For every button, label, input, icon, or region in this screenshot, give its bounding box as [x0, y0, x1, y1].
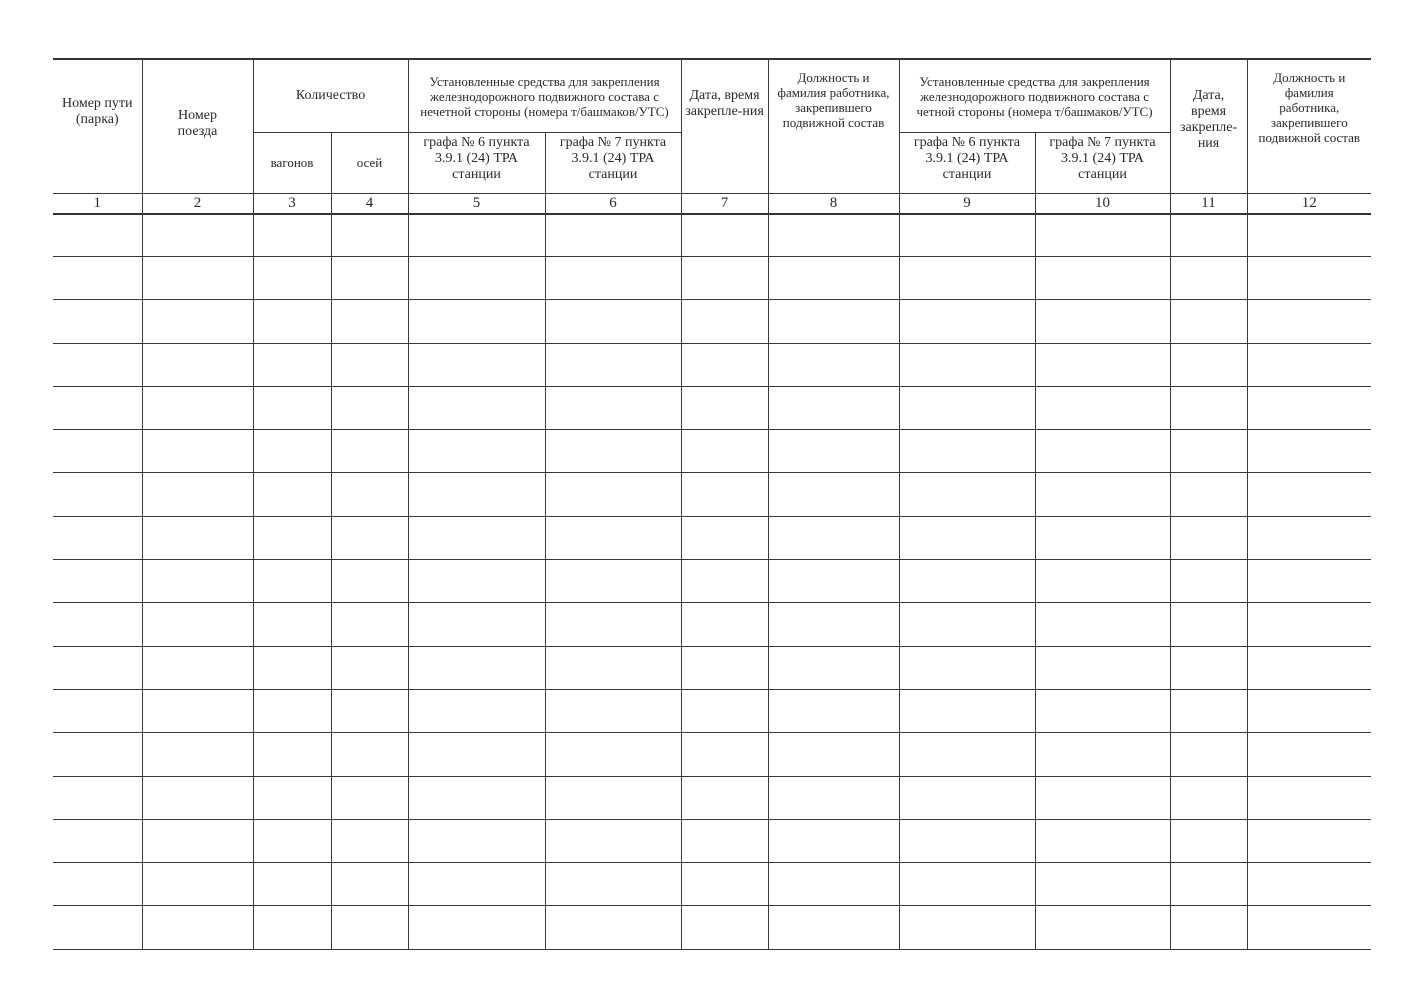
table-row — [53, 214, 1371, 257]
table-cell[interactable] — [681, 343, 768, 386]
table-cell[interactable] — [545, 560, 681, 603]
table-cell[interactable] — [1035, 214, 1170, 257]
table-cell[interactable] — [545, 603, 681, 646]
table-cell[interactable] — [681, 863, 768, 906]
table-cell[interactable] — [545, 343, 681, 386]
table-cell[interactable] — [545, 473, 681, 516]
table-cell[interactable] — [331, 776, 408, 819]
column-number: 1 — [53, 194, 142, 215]
table-cell[interactable] — [253, 300, 331, 343]
table-cell[interactable] — [545, 214, 681, 257]
table-cell[interactable] — [1035, 257, 1170, 300]
table-cell[interactable] — [545, 516, 681, 559]
header-even-graph7: графа № 7 пункта 3.9.1 (24) ТРА станции — [1035, 133, 1170, 194]
table-cell[interactable] — [681, 516, 768, 559]
table-cell[interactable] — [768, 343, 899, 386]
table-cell[interactable] — [53, 343, 142, 386]
table-cell[interactable] — [53, 733, 142, 776]
column-number: 10 — [1035, 194, 1170, 215]
table-cell[interactable] — [142, 300, 253, 343]
table-row — [53, 689, 1371, 732]
table-cell[interactable] — [142, 646, 253, 689]
table-cell[interactable] — [768, 646, 899, 689]
table-cell[interactable] — [1247, 863, 1371, 906]
log-entries — [53, 214, 1371, 949]
table-cell[interactable] — [1170, 906, 1247, 949]
table-cell[interactable] — [1035, 430, 1170, 473]
table-cell[interactable] — [899, 257, 1035, 300]
table-cell[interactable] — [1035, 689, 1170, 732]
column-number: 6 — [545, 194, 681, 215]
table-cell[interactable] — [408, 819, 545, 862]
table-cell[interactable] — [408, 257, 545, 300]
table-cell[interactable] — [1247, 646, 1371, 689]
table-cell[interactable] — [408, 300, 545, 343]
table-cell[interactable] — [681, 430, 768, 473]
table-cell[interactable] — [545, 689, 681, 732]
table-row — [53, 819, 1371, 862]
table-cell[interactable] — [681, 300, 768, 343]
table-cell[interactable] — [768, 733, 899, 776]
table-cell[interactable] — [408, 906, 545, 949]
table-cell[interactable] — [545, 863, 681, 906]
table-cell[interactable] — [142, 386, 253, 429]
table-cell[interactable] — [1035, 819, 1170, 862]
table-cell[interactable] — [545, 386, 681, 429]
table-cell[interactable] — [53, 300, 142, 343]
table-cell[interactable] — [53, 863, 142, 906]
table-cell[interactable] — [142, 733, 253, 776]
table-cell[interactable] — [768, 473, 899, 516]
table-cell[interactable] — [331, 516, 408, 559]
table-cell[interactable] — [899, 819, 1035, 862]
table-cell[interactable] — [53, 516, 142, 559]
table-cell[interactable] — [142, 473, 253, 516]
table-cell[interactable] — [545, 300, 681, 343]
table-cell[interactable] — [1170, 214, 1247, 257]
table-cell[interactable] — [768, 430, 899, 473]
table-cell[interactable] — [1247, 689, 1371, 732]
table-cell[interactable] — [768, 689, 899, 732]
header-odd-graph6: графа № 6 пункта 3.9.1 (24) ТРА станции — [408, 133, 545, 194]
table-cell[interactable] — [1247, 300, 1371, 343]
table-cell[interactable] — [1247, 516, 1371, 559]
table-cell[interactable] — [142, 343, 253, 386]
table-row — [53, 776, 1371, 819]
table-cell[interactable] — [1247, 603, 1371, 646]
table-row — [53, 560, 1371, 603]
table-cell[interactable] — [899, 343, 1035, 386]
table-cell[interactable] — [1247, 257, 1371, 300]
table-row — [53, 343, 1371, 386]
table-cell[interactable] — [1247, 430, 1371, 473]
table-cell[interactable] — [681, 386, 768, 429]
table-row — [53, 603, 1371, 646]
header-axles: осей — [331, 133, 408, 194]
table-cell[interactable] — [681, 646, 768, 689]
table-cell[interactable] — [768, 300, 899, 343]
table-cell[interactable] — [768, 603, 899, 646]
table-cell[interactable] — [253, 776, 331, 819]
table-cell[interactable] — [408, 473, 545, 516]
table-cell[interactable] — [1247, 473, 1371, 516]
table-cell[interactable] — [1170, 516, 1247, 559]
table-cell[interactable] — [1247, 560, 1371, 603]
table-cell[interactable] — [253, 430, 331, 473]
column-number: 3 — [253, 194, 331, 215]
table-cell[interactable] — [899, 430, 1035, 473]
table-cell[interactable] — [331, 300, 408, 343]
table-cell[interactable] — [681, 733, 768, 776]
table-cell[interactable] — [545, 646, 681, 689]
table-cell[interactable] — [53, 603, 142, 646]
table-cell[interactable] — [1170, 603, 1247, 646]
table-cell[interactable] — [253, 560, 331, 603]
header-train-number: Номер поезда — [142, 59, 253, 194]
table-cell[interactable] — [331, 430, 408, 473]
table-cell[interactable] — [1247, 733, 1371, 776]
table-cell[interactable] — [545, 430, 681, 473]
table-cell[interactable] — [408, 646, 545, 689]
header-even-graph6: графа № 6 пункта 3.9.1 (24) ТРА станции — [899, 133, 1035, 194]
table-cell[interactable] — [53, 430, 142, 473]
table-cell[interactable] — [331, 214, 408, 257]
table-cell[interactable] — [1170, 689, 1247, 732]
table-cell[interactable] — [1247, 819, 1371, 862]
header-even-side-means: Установленные средства для закрепления железнодорожного подвижного состава с четной стороны (номера т/башмаков/УТС) — [899, 59, 1170, 133]
table-cell[interactable] — [768, 560, 899, 603]
table-cell[interactable] — [899, 214, 1035, 257]
table-cell[interactable] — [53, 906, 142, 949]
table-cell[interactable] — [53, 560, 142, 603]
table-cell[interactable] — [331, 603, 408, 646]
table-cell[interactable] — [681, 819, 768, 862]
column-number: 2 — [142, 194, 253, 215]
table-cell[interactable] — [1247, 776, 1371, 819]
table-cell[interactable] — [253, 214, 331, 257]
column-number: 7 — [681, 194, 768, 215]
column-number-row — [53, 194, 1371, 215]
table-cell[interactable] — [253, 646, 331, 689]
column-number: 8 — [768, 194, 899, 215]
table-cell[interactable] — [1035, 733, 1170, 776]
table-cell[interactable] — [681, 257, 768, 300]
table-row — [53, 473, 1371, 516]
table-cell[interactable] — [768, 906, 899, 949]
table-cell[interactable] — [899, 300, 1035, 343]
table-cell[interactable] — [899, 906, 1035, 949]
table-cell[interactable] — [142, 863, 253, 906]
table-row — [53, 516, 1371, 559]
table-cell[interactable] — [681, 689, 768, 732]
table-cell[interactable] — [899, 776, 1035, 819]
table-cell[interactable] — [899, 473, 1035, 516]
table-cell[interactable] — [408, 516, 545, 559]
table-cell[interactable] — [1035, 603, 1170, 646]
table-cell[interactable] — [53, 386, 142, 429]
header-quantity: Количество — [253, 59, 408, 133]
table-cell[interactable] — [899, 863, 1035, 906]
header-odd-side-means: Установленные средства для закрепления железнодорожного подвижного состава с нечетной стороны (номера т/башмаков/УТС) — [408, 59, 681, 133]
column-number: 4 — [331, 194, 408, 215]
table-cell[interactable] — [331, 819, 408, 862]
table-cell[interactable] — [142, 776, 253, 819]
column-number: 9 — [899, 194, 1035, 215]
column-number: 5 — [408, 194, 545, 215]
table-cell[interactable] — [331, 906, 408, 949]
table-cell[interactable] — [1247, 214, 1371, 257]
table-cell[interactable] — [253, 343, 331, 386]
table-row — [53, 300, 1371, 343]
table-cell[interactable] — [331, 386, 408, 429]
table-cell[interactable] — [681, 906, 768, 949]
table-cell[interactable] — [1035, 646, 1170, 689]
table-cell[interactable] — [1170, 819, 1247, 862]
table-cell[interactable] — [53, 257, 142, 300]
table-cell[interactable] — [142, 257, 253, 300]
table-cell[interactable] — [331, 560, 408, 603]
table-cell[interactable] — [408, 863, 545, 906]
table-cell[interactable] — [1035, 863, 1170, 906]
table-cell[interactable] — [253, 386, 331, 429]
table-cell[interactable] — [1035, 300, 1170, 343]
table-row — [53, 906, 1371, 949]
table-cell[interactable] — [408, 386, 545, 429]
table-cell[interactable] — [899, 516, 1035, 559]
table-cell[interactable] — [1035, 560, 1170, 603]
table-cell[interactable] — [768, 214, 899, 257]
table-cell[interactable] — [681, 473, 768, 516]
table-cell[interactable] — [1170, 560, 1247, 603]
table-cell[interactable] — [768, 863, 899, 906]
table-cell[interactable] — [331, 733, 408, 776]
table-cell[interactable] — [1170, 776, 1247, 819]
table-cell[interactable] — [545, 819, 681, 862]
table-cell[interactable] — [408, 689, 545, 732]
table-cell[interactable] — [1035, 776, 1170, 819]
table-row — [53, 257, 1371, 300]
table-cell[interactable] — [1170, 430, 1247, 473]
table-cell[interactable] — [681, 560, 768, 603]
header-odd-worker: Должность и фамилия работника, закрепившего подвижной состав — [768, 59, 899, 194]
table-cell[interactable] — [1035, 516, 1170, 559]
table-cell[interactable] — [53, 473, 142, 516]
table-cell[interactable] — [253, 733, 331, 776]
table-row — [53, 733, 1371, 776]
table-cell[interactable] — [545, 776, 681, 819]
table-cell[interactable] — [408, 603, 545, 646]
table-cell[interactable] — [53, 776, 142, 819]
table-cell[interactable] — [408, 733, 545, 776]
table-cell[interactable] — [408, 430, 545, 473]
table-cell[interactable] — [1035, 473, 1170, 516]
table-cell[interactable] — [1247, 906, 1371, 949]
table-cell[interactable] — [142, 819, 253, 862]
table-cell[interactable] — [1035, 386, 1170, 429]
table-cell[interactable] — [142, 906, 253, 949]
table-row — [53, 430, 1371, 473]
table-cell[interactable] — [142, 560, 253, 603]
table-cell[interactable] — [253, 473, 331, 516]
table-cell[interactable] — [408, 214, 545, 257]
table-cell[interactable] — [331, 863, 408, 906]
column-number: 12 — [1247, 194, 1371, 215]
table-cell[interactable] — [768, 516, 899, 559]
table-cell[interactable] — [545, 733, 681, 776]
table-cell[interactable] — [253, 257, 331, 300]
table-cell[interactable] — [899, 560, 1035, 603]
column-number: 11 — [1170, 194, 1247, 215]
table-cell[interactable] — [253, 689, 331, 732]
table-cell[interactable] — [408, 776, 545, 819]
table-cell[interactable] — [1170, 300, 1247, 343]
table-cell[interactable] — [1247, 343, 1371, 386]
header-odd-datetime: Дата, время закрепле-ния — [681, 59, 768, 194]
table-cell[interactable] — [142, 516, 253, 559]
table-cell[interactable] — [331, 257, 408, 300]
table-cell[interactable] — [253, 863, 331, 906]
table-cell[interactable] — [1170, 343, 1247, 386]
table-cell[interactable] — [899, 386, 1035, 429]
table-cell[interactable] — [899, 733, 1035, 776]
table-cell[interactable] — [768, 819, 899, 862]
table-cell[interactable] — [681, 776, 768, 819]
table-cell[interactable] — [253, 603, 331, 646]
header-even-worker: Должность и фамилия работника, закрепившего подвижной состав — [1247, 59, 1371, 194]
shoe-securing-log-table — [53, 58, 1371, 950]
table-cell[interactable] — [253, 819, 331, 862]
table-cell[interactable] — [1170, 646, 1247, 689]
table-cell[interactable] — [142, 430, 253, 473]
table-cell[interactable] — [1170, 473, 1247, 516]
table-row — [53, 646, 1371, 689]
table-cell[interactable] — [331, 646, 408, 689]
table-cell[interactable] — [1035, 906, 1170, 949]
table-cell[interactable] — [142, 214, 253, 257]
header-odd-graph7: графа № 7 пункта 3.9.1 (24) ТРА станции — [545, 133, 681, 194]
table-cell[interactable] — [899, 646, 1035, 689]
table-cell[interactable] — [408, 343, 545, 386]
header-track-number: Номер пути (парка) — [53, 59, 142, 194]
header-even-datetime: Дата, время закрепле-ния — [1170, 59, 1247, 194]
table-cell[interactable] — [331, 473, 408, 516]
table-cell[interactable] — [1170, 863, 1247, 906]
table-row — [53, 386, 1371, 429]
table-cell[interactable] — [768, 776, 899, 819]
table-cell[interactable] — [53, 646, 142, 689]
table-cell[interactable] — [545, 257, 681, 300]
table-row — [53, 863, 1371, 906]
table-cell[interactable] — [899, 603, 1035, 646]
table-cell[interactable] — [1170, 386, 1247, 429]
table-cell[interactable] — [681, 214, 768, 257]
table-cell[interactable] — [53, 214, 142, 257]
table-cell[interactable] — [1247, 386, 1371, 429]
table-cell[interactable] — [1035, 343, 1170, 386]
table-cell[interactable] — [681, 603, 768, 646]
table-cell[interactable] — [53, 819, 142, 862]
table-cell[interactable] — [253, 906, 331, 949]
table-cell[interactable] — [331, 689, 408, 732]
table-cell[interactable] — [142, 689, 253, 732]
table-cell[interactable] — [1170, 257, 1247, 300]
table-cell[interactable] — [142, 603, 253, 646]
table-cell[interactable] — [768, 386, 899, 429]
table-cell[interactable] — [253, 516, 331, 559]
table-cell[interactable] — [53, 689, 142, 732]
header-row-1 — [53, 59, 1371, 133]
table-cell[interactable] — [768, 257, 899, 300]
header-wagons: вагонов — [253, 133, 331, 194]
table-cell[interactable] — [899, 689, 1035, 732]
table-cell[interactable] — [545, 906, 681, 949]
table-cell[interactable] — [331, 343, 408, 386]
table-cell[interactable] — [408, 560, 545, 603]
table-cell[interactable] — [1170, 733, 1247, 776]
